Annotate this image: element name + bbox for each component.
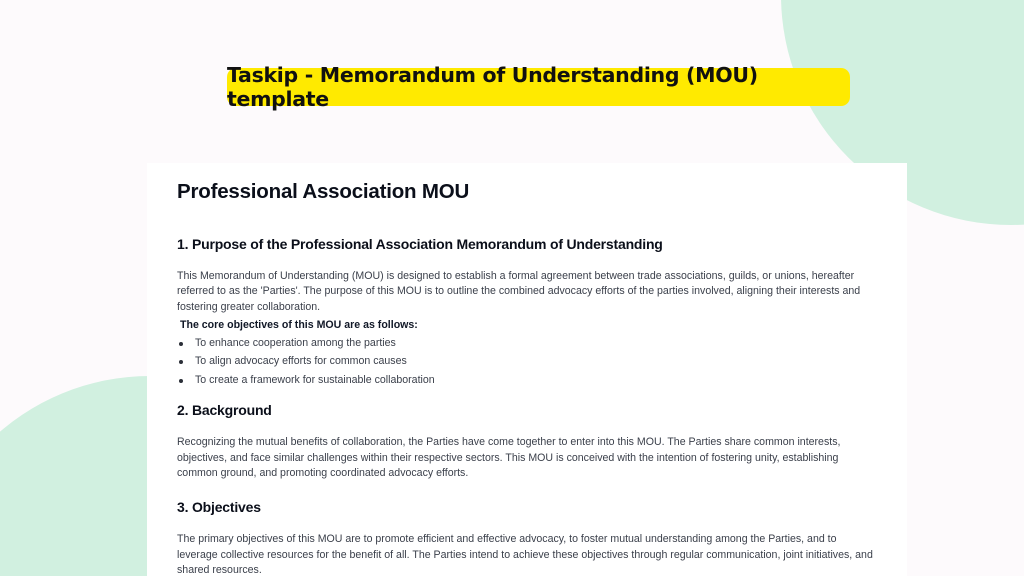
- section-purpose: [177, 235, 877, 389]
- section-paragraph: The primary objectives of this MOU are to promote efficient and effective advocacy, to foster mutual understanding among the Parties, and to leverage collective resources for the benefit of all. The Parties intend to achieve these objectives through regular communication, joint initiatives, and shared resources.: [177, 533, 873, 576]
- objectives-list: [177, 334, 877, 390]
- section-heading: 3. Objectives: [177, 499, 261, 516]
- objectives-lead: The core objectives of this MOU are as follows:: [180, 318, 418, 331]
- bullet-icon: [179, 379, 183, 383]
- section-paragraph: This Memorandum of Understanding (MOU) is designed to establish a formal agreement between trade associations, guilds, or unions, hereafter referred to as the 'Parties'. The purpose of this MOU is to outline the combined advocacy efforts of the parties involved, aligning their interests and fostering greater collaboration.: [177, 270, 861, 313]
- section-heading: 2. Background: [177, 402, 272, 419]
- section-paragraph: Recognizing the mutual benefits of collaboration, the Parties have come together to enter into this MOU. The Parties share common interests, objectives, and face similar challenges within their respective sectors. This MOU is conceived with the intention of fostering unity, establishing common ground, and promoting coordinated advocacy efforts.: [177, 436, 841, 479]
- bullet-icon: [179, 360, 183, 364]
- document-title: Professional Association MOU: [177, 180, 470, 203]
- section-objectives: [177, 498, 877, 576]
- banner-title: Taskip - Memorandum of Understanding (MOU) template: [227, 68, 850, 106]
- list-item: To align advocacy efforts for common causes: [177, 352, 877, 371]
- section-background: [177, 401, 877, 481]
- list-item: To enhance cooperation among the parties: [177, 334, 877, 353]
- bullet-icon: [179, 342, 183, 346]
- list-item: To create a framework for sustainable collaboration: [177, 371, 877, 390]
- document-card: [147, 163, 907, 576]
- section-heading: 1. Purpose of the Professional Association Memorandum of Understanding: [177, 236, 663, 252]
